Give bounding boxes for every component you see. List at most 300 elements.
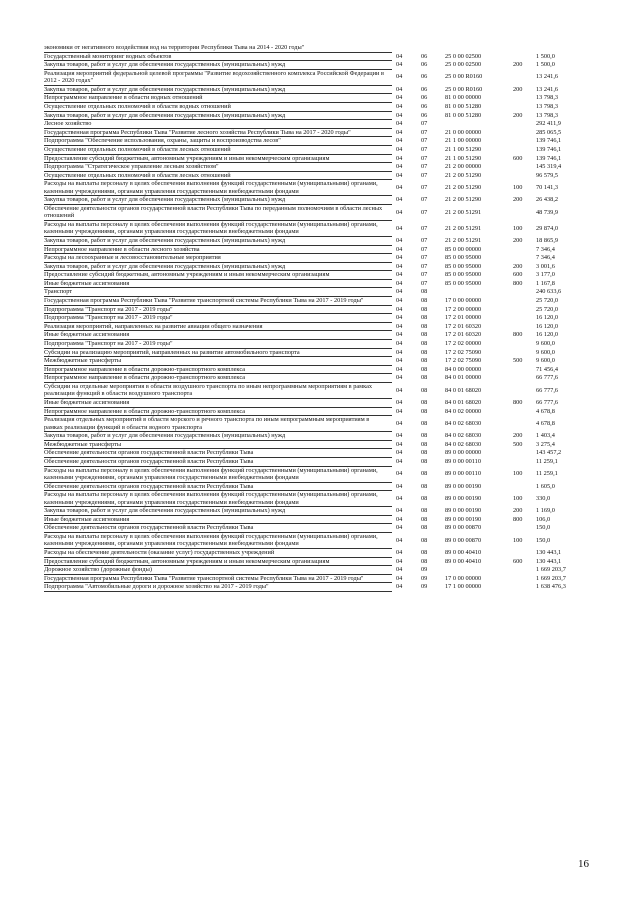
cell-amount — [536, 44, 594, 52]
table-row — [44, 348, 594, 357]
table-row — [44, 297, 594, 306]
cell-subsection-code: 08 — [421, 365, 428, 373]
cell-amount: 9 600,0 — [536, 348, 555, 356]
table-row — [44, 365, 594, 374]
cell-name: Иные бюджетные ассигнования — [44, 279, 392, 288]
cell-target-item-code: 25 0 00 R0160 — [445, 73, 483, 81]
cell-name: Расходы на лесоохранные и лесовосстановительные мероприятия — [44, 254, 392, 263]
cell-amount: 16 120,0 — [536, 322, 559, 330]
cell-section-code: 04 — [396, 348, 403, 356]
cell-target-item-code — [445, 44, 513, 52]
cell-subsection-code: 07 — [421, 137, 428, 145]
cell-expense-type-code — [513, 94, 536, 103]
cell-amount: 70 141,3 — [536, 184, 559, 192]
table-row — [44, 128, 594, 137]
cell-expense-type-code — [513, 583, 536, 592]
cell-name: Обеспечение деятельности органов государственной власти Республики Тыва — [44, 457, 392, 466]
cell-amount: 1 605,0 — [536, 482, 555, 490]
cell-section-code: 04 — [396, 457, 403, 465]
table-row — [44, 524, 594, 533]
cell-name: Закупка товаров, работ и услуг для обеспечения государственных (муниципальных) нужд — [44, 432, 392, 441]
cell-expense-type-code: 200 — [513, 236, 523, 244]
cell-section-code: 04 — [396, 184, 403, 192]
cell-section-code: 04 — [396, 314, 403, 322]
table-row — [44, 279, 594, 288]
page-number: 16 — [578, 858, 589, 870]
cell-section-code: 04 — [396, 288, 403, 296]
cell-amount: 16 120,0 — [536, 314, 559, 322]
cell-section-code: 04 — [396, 111, 403, 119]
cell-name: Обеспечение деятельности органов государственной власти Республики Тыва — [44, 482, 392, 491]
cell-amount: 9 600,0 — [536, 340, 555, 348]
cell-section-code: 04 — [396, 128, 403, 136]
cell-amount: 145 319,4 — [536, 163, 562, 171]
cell-amount: 66 777,6 — [536, 374, 559, 382]
cell-amount: 292 411,9 — [536, 120, 561, 128]
cell-target-item-code: 17 2 02 75090 — [445, 348, 482, 356]
table-row — [44, 111, 594, 120]
cell-expense-type-code — [513, 288, 536, 297]
cell-target-item-code: 21 0 00 00000 — [445, 128, 482, 136]
cell-subsection-code: 08 — [421, 440, 428, 448]
cell-amount: 1 500,0 — [536, 61, 555, 69]
table-row — [44, 145, 594, 154]
cell-subsection-code: 07 — [421, 262, 428, 270]
cell-section-code: 04 — [396, 419, 403, 427]
cell-amount: 26 438,2 — [536, 196, 559, 204]
cell-section-code: 04 — [396, 494, 403, 502]
cell-section-code: 04 — [396, 583, 403, 591]
cell-amount: 3 001,6 — [536, 262, 555, 270]
cell-amount: 13 241,6 — [536, 73, 559, 81]
cell-name: экономики от негативного воздействия вод на территории Республики Тыва на 2014 - 2020 годы" — [44, 44, 392, 52]
cell-subsection-code: 08 — [421, 386, 428, 394]
cell-subsection-code — [421, 44, 445, 52]
cell-target-item-code: 21 1 00 00000 — [445, 137, 482, 145]
table-row — [44, 102, 594, 111]
cell-name: Закупка товаров, работ и услуг для обеспечения государственных (муниципальных) нужд — [44, 111, 392, 120]
cell-amount: 139 746,1 — [536, 145, 562, 153]
cell-name: Реализация мероприятий, направленных на развитие авиации общего назначения — [44, 322, 392, 331]
cell-amount: 16 120,0 — [536, 331, 559, 339]
cell-amount: 4 678,8 — [536, 419, 555, 427]
cell-amount: 1 403,4 — [536, 432, 555, 440]
cell-name: Подпрограмма "Автомобильные дороги и дорожное хозяйство на 2017 - 2019 годы" — [44, 583, 392, 592]
cell-name: Закупка товаров, работ и услуг для обеспечения государственных (муниципальных) нужд — [44, 236, 392, 245]
cell-section-code: 04 — [396, 163, 403, 171]
cell-expense-type-code — [513, 128, 536, 137]
cell-expense-type-code — [513, 524, 536, 533]
cell-expense-type-code — [513, 52, 536, 61]
cell-subsection-code: 08 — [421, 407, 428, 415]
cell-amount: 139 746,1 — [536, 154, 562, 162]
cell-section-code: 04 — [396, 507, 403, 515]
cell-section-code: 04 — [396, 102, 403, 110]
cell-section-code — [392, 44, 421, 52]
cell-target-item-code: 84 0 02 68030 — [445, 419, 482, 427]
cell-expense-type-code: 100 — [513, 470, 523, 478]
cell-name: Осуществление отдельных полномочий в области водных отношений — [44, 102, 392, 111]
cell-expense-type-code: 600 — [513, 271, 523, 279]
cell-expense-type-code: 100 — [513, 184, 523, 192]
cell-amount: 1 638 476,3 — [536, 583, 566, 591]
cell-target-item-code: 89 0 00 00110 — [445, 457, 481, 465]
cell-name: Закупка товаров, работ и услуг для обеспечения государственных (муниципальных) нужд — [44, 507, 392, 516]
cell-subsection-code: 08 — [421, 494, 428, 502]
cell-name: Расходы на выплаты персоналу в целях обеспечения выполнения функций государственными (муниципальными) органами, казенными учреждениями, органами управления государственными внебюджетными фондами — [44, 532, 392, 548]
cell-amount: 18 865,9 — [536, 236, 559, 244]
cell-subsection-code: 07 — [421, 236, 428, 244]
cell-name: Государственная программа Республики Тыва "Развитие транспортной системы Республики Тыва на 2017 - 2019 годы" — [44, 574, 392, 583]
cell-name: Подпрограмма "Транспорт на 2017 - 2019 годы" — [44, 340, 392, 349]
cell-amount: 1 669 203,7 — [536, 566, 566, 574]
table-row — [44, 196, 594, 205]
cell-target-item-code: 84 0 02 68030 — [445, 432, 482, 440]
cell-amount: 150,0 — [536, 536, 551, 544]
cell-section-code: 04 — [396, 85, 403, 93]
cell-target-item-code: 84 0 01 00000 — [445, 374, 482, 382]
cell-amount: 330,0 — [536, 494, 551, 502]
cell-subsection-code: 06 — [421, 94, 428, 102]
cell-target-item-code: 17 2 02 75090 — [445, 357, 482, 365]
cell-name: Субсидии на отдельные мероприятия в области воздушного транспорта по иным непрограммным мероприятиям в рамках реализации функций в области воздушного транспорта — [44, 383, 392, 399]
table-row — [44, 204, 594, 220]
cell-subsection-code: 06 — [421, 111, 428, 119]
cell-subsection-code: 07 — [421, 163, 428, 171]
table-row — [44, 171, 594, 180]
cell-expense-type-code — [513, 574, 536, 583]
table-row — [44, 245, 594, 254]
table-row — [44, 180, 594, 196]
cell-name: Непрограммное направление в области дорожно-транспортного комплекса — [44, 374, 392, 383]
cell-section-code: 04 — [396, 374, 403, 382]
cell-subsection-code: 07 — [421, 208, 428, 216]
cell-subsection-code: 08 — [421, 548, 428, 556]
cell-expense-type-code: 600 — [513, 557, 523, 565]
table-row — [44, 271, 594, 280]
cell-expense-type-code — [513, 245, 536, 254]
table-row — [44, 163, 594, 172]
cell-name: Реализация отдельных мероприятий в области морского и речного транспорта по иным непрограммным мероприятиям в рамках реализации функций в области водного транспорта — [44, 416, 392, 432]
cell-name: Расходы на выплаты персоналу в целях обеспечения выполнения функций государственными (муниципальными) органами, казенными учреждениями, органами управления государственными внебюджетными фондами — [44, 180, 392, 196]
cell-amount: 25 720,0 — [536, 297, 559, 305]
cell-target-item-code: 89 0 00 00190 — [445, 494, 482, 502]
cell-target-item-code: 89 0 00 00000 — [445, 449, 482, 457]
table-row — [44, 331, 594, 340]
cell-target-item-code: 17 0 00 00000 — [445, 297, 482, 305]
table-row — [44, 305, 594, 314]
cell-target-item-code — [445, 120, 513, 129]
cell-amount: 3 177,0 — [536, 271, 555, 279]
cell-target-item-code: 81 0 00 51280 — [445, 102, 482, 110]
cell-target-item-code: 25 0 00 R0160 — [445, 85, 483, 93]
cell-subsection-code: 08 — [421, 524, 428, 532]
cell-target-item-code: 21 2 00 51291 — [445, 208, 482, 216]
cell-expense-type-code: 500 — [513, 440, 523, 448]
cell-amount: 29 874,0 — [536, 224, 559, 232]
cell-name: Осуществление отдельных полномочий в области лесных отношений — [44, 145, 392, 154]
table-row — [44, 399, 594, 408]
cell-section-code: 04 — [396, 208, 403, 216]
cell-expense-type-code — [513, 340, 536, 349]
cell-expense-type-code — [513, 204, 536, 220]
budget-table-container — [44, 44, 594, 592]
cell-name: Субсидии на реализацию мероприятий, направленных на развитие автомобильного транспорта — [44, 348, 392, 357]
cell-name: Расходы на выплаты персоналу в целях обеспечения выполнения функций государственными (муниципальными) органами, казенными учреждениями, органами управления государственными внебюджетными фондами — [44, 466, 392, 482]
cell-subsection-code: 08 — [421, 432, 428, 440]
cell-expense-type-code: 600 — [513, 154, 523, 162]
cell-expense-type-code — [513, 69, 536, 85]
table-row — [44, 69, 594, 85]
table-row — [44, 154, 594, 163]
cell-subsection-code: 07 — [421, 254, 428, 262]
cell-target-item-code: 84 0 02 68030 — [445, 440, 482, 448]
cell-subsection-code: 08 — [421, 449, 428, 457]
cell-target-item-code: 25 0 00 02500 — [445, 52, 482, 60]
cell-section-code: 04 — [396, 340, 403, 348]
cell-target-item-code: 81 0 00 51280 — [445, 111, 482, 119]
cell-subsection-code: 09 — [421, 574, 428, 582]
cell-target-item-code: 21 2 00 51291 — [445, 236, 482, 244]
cell-section-code: 04 — [396, 524, 403, 532]
cell-subsection-code: 08 — [421, 374, 428, 382]
cell-name: Предоставление субсидий бюджетным, автономным учреждениям и иным некоммерческим организациям — [44, 557, 392, 566]
cell-name: Реализация мероприятий федеральной целевой программы "Развитие водохозяйственного комплекса Российской Федерации в 2012 - 2020 годах" — [44, 69, 392, 85]
cell-expense-type-code — [513, 548, 536, 557]
cell-expense-type-code: 100 — [513, 494, 523, 502]
cell-amount: 13 798,3 — [536, 111, 559, 119]
cell-expense-type-code — [513, 407, 536, 416]
cell-name: Государственная программа Республики Тыва "Развитие лесного хозяйства Республики Тыва на 2017 - 2020 годы" — [44, 128, 392, 137]
cell-expense-type-code — [513, 171, 536, 180]
cell-name: Государственный мониторинг водных объектов — [44, 52, 392, 61]
cell-subsection-code: 07 — [421, 154, 428, 162]
table-row — [44, 482, 594, 491]
cell-expense-type-code — [513, 348, 536, 357]
cell-name: Подпрограмма "Стратегическое управление лесным хозяйством" — [44, 163, 392, 172]
cell-expense-type-code — [513, 449, 536, 458]
cell-expense-type-code: 500 — [513, 357, 523, 365]
table-row — [44, 85, 594, 94]
cell-target-item-code: 25 0 00 02500 — [445, 61, 482, 69]
cell-subsection-code: 09 — [421, 583, 428, 591]
cell-expense-type-code — [513, 120, 536, 129]
cell-section-code: 04 — [396, 365, 403, 373]
cell-target-item-code: 85 0 00 95000 — [445, 279, 482, 287]
cell-section-code: 04 — [396, 236, 403, 244]
cell-expense-type-code — [513, 482, 536, 491]
cell-subsection-code: 08 — [421, 470, 428, 478]
cell-subsection-code: 09 — [421, 566, 428, 574]
cell-section-code: 04 — [396, 224, 403, 232]
cell-amount: 240 633,6 — [536, 288, 562, 296]
cell-amount: 130 443,1 — [536, 557, 562, 565]
cell-subsection-code: 08 — [421, 288, 428, 296]
table-row — [44, 374, 594, 383]
cell-target-item-code: 85 0 00 00000 — [445, 245, 482, 253]
cell-subsection-code: 08 — [421, 322, 428, 330]
cell-target-item-code: 85 0 00 95000 — [445, 262, 482, 270]
table-row — [44, 507, 594, 516]
cell-amount: 1 169,0 — [536, 507, 555, 515]
cell-expense-type-code — [513, 145, 536, 154]
cell-section-code: 04 — [396, 449, 403, 457]
budget-rows — [44, 44, 594, 591]
cell-section-code: 04 — [396, 171, 403, 179]
cell-section-code: 04 — [396, 432, 403, 440]
cell-section-code: 04 — [396, 245, 403, 253]
cell-expense-type-code — [513, 297, 536, 306]
table-row — [44, 94, 594, 103]
cell-amount: 1 167,8 — [536, 279, 555, 287]
cell-target-item-code — [445, 566, 513, 575]
cell-expense-type-code: 200 — [513, 85, 523, 93]
cell-amount: 66 777,6 — [536, 386, 559, 394]
cell-target-item-code: 21 2 00 00000 — [445, 163, 482, 171]
cell-expense-type-code: 200 — [513, 61, 523, 69]
table-row — [44, 383, 594, 399]
cell-subsection-code: 08 — [421, 340, 428, 348]
cell-section-code: 04 — [396, 407, 403, 415]
cell-amount: 4 678,8 — [536, 407, 555, 415]
cell-subsection-code: 07 — [421, 128, 428, 136]
cell-amount: 106,0 — [536, 515, 551, 523]
cell-section-code: 04 — [396, 322, 403, 330]
cell-expense-type-code — [513, 457, 536, 466]
cell-name: Закупка товаров, работ и услуг для обеспечения государственных (муниципальных) нужд — [44, 196, 392, 205]
cell-target-item-code: 84 0 00 00000 — [445, 365, 482, 373]
cell-target-item-code: 17 1 00 00000 — [445, 583, 482, 591]
cell-amount: 96 579,5 — [536, 171, 559, 179]
table-row — [44, 322, 594, 331]
cell-name: Обеспечение деятельности органов государственной власти Республики Тыва — [44, 449, 392, 458]
cell-expense-type-code: 800 — [513, 279, 523, 287]
cell-name: Иные бюджетные ассигнования — [44, 399, 392, 408]
cell-name: Расходы на выплаты персоналу в целях обеспечения выполнения функций государственными (муниципальными) органами, казенными учреждениями, органами управления государственными внебюджетными фондами — [44, 220, 392, 236]
cell-amount: 3 275,4 — [536, 440, 555, 448]
cell-section-code: 04 — [396, 399, 403, 406]
cell-section-code: 04 — [396, 357, 403, 365]
table-row — [44, 120, 594, 129]
cell-expense-type-code: 800 — [513, 399, 523, 406]
cell-amount: 150,0 — [536, 524, 551, 532]
cell-name: Обеспечение деятельности органов государственной власти Республики Тыва — [44, 524, 392, 533]
cell-section-code: 04 — [396, 94, 403, 102]
budget-table — [44, 44, 594, 592]
cell-subsection-code: 08 — [421, 515, 428, 523]
cell-target-item-code: 89 0 00 00870 — [445, 524, 482, 532]
cell-expense-type-code: 800 — [513, 331, 523, 339]
table-row — [44, 220, 594, 236]
cell-subsection-code: 07 — [421, 279, 428, 287]
cell-subsection-code: 06 — [421, 52, 428, 60]
cell-section-code: 04 — [396, 61, 403, 69]
cell-target-item-code: 89 0 00 00190 — [445, 515, 482, 523]
table-row — [44, 548, 594, 557]
cell-subsection-code: 06 — [421, 85, 428, 93]
cell-expense-type-code: 200 — [513, 111, 523, 119]
cell-section-code: 04 — [396, 574, 403, 582]
cell-target-item-code: 84 0 02 00000 — [445, 407, 482, 415]
cell-expense-type-code — [513, 566, 536, 575]
table-row — [44, 566, 594, 575]
cell-section-code: 04 — [396, 515, 403, 523]
cell-subsection-code: 07 — [421, 184, 428, 192]
table-row — [44, 466, 594, 482]
cell-subsection-code: 08 — [421, 419, 428, 427]
cell-section-code: 04 — [396, 137, 403, 145]
table-row — [44, 44, 594, 52]
cell-section-code: 04 — [396, 386, 403, 394]
cell-expense-type-code — [513, 383, 536, 399]
cell-section-code: 04 — [396, 154, 403, 162]
cell-amount: 1 669 203,7 — [536, 574, 566, 582]
cell-target-item-code: 89 0 00 40410 — [445, 557, 482, 565]
cell-amount: 11 259,1 — [536, 470, 558, 478]
cell-target-item-code: 85 0 00 95000 — [445, 271, 482, 279]
cell-section-code: 04 — [396, 566, 403, 574]
table-row — [44, 440, 594, 449]
cell-subsection-code: 08 — [421, 482, 428, 490]
cell-expense-type-code — [513, 322, 536, 331]
cell-name: Расходы на выплаты персоналу в целях обеспечения выполнения функций государственными (муниципальными) органами, казенными учреждениями, органами управления государственными внебюджетными фондами — [44, 491, 392, 507]
table-row — [44, 314, 594, 323]
table-row — [44, 236, 594, 245]
cell-name: Дорожное хозяйство (дорожные фонды) — [44, 566, 392, 575]
cell-section-code: 04 — [396, 305, 403, 313]
cell-target-item-code: 17 2 01 60320 — [445, 331, 482, 339]
cell-name: Межбюджетные трансферты — [44, 440, 392, 449]
cell-section-code: 04 — [396, 548, 403, 556]
cell-target-item-code: 84 0 01 68020 — [445, 399, 482, 406]
cell-section-code: 04 — [396, 557, 403, 565]
cell-amount: 7 346,4 — [536, 245, 555, 253]
cell-expense-type-code: 200 — [513, 432, 523, 440]
cell-subsection-code: 08 — [421, 536, 428, 544]
cell-amount: 66 777,6 — [536, 399, 559, 406]
cell-expense-type-code — [513, 305, 536, 314]
cell-name: Непрограммное направление в области лесного хозяйства — [44, 245, 392, 254]
table-row — [44, 449, 594, 458]
cell-name: Предоставление субсидий бюджетным, автономным учреждениям и иным некоммерческим организациям — [44, 271, 392, 280]
cell-section-code: 04 — [396, 262, 403, 270]
cell-name: Обеспечение деятельности органов государственной власти Республики Тыва по переданным полномочиям в области лесных отношений — [44, 204, 392, 220]
cell-target-item-code: 21 1 00 51290 — [445, 154, 482, 162]
cell-name: Непрограммное направление в области водных отношений — [44, 94, 392, 103]
cell-expense-type-code: 200 — [513, 196, 523, 204]
cell-expense-type-code — [513, 314, 536, 323]
cell-subsection-code: 08 — [421, 557, 428, 565]
cell-subsection-code: 07 — [421, 196, 428, 204]
cell-expense-type-code — [513, 365, 536, 374]
table-row — [44, 254, 594, 263]
cell-subsection-code: 07 — [421, 171, 428, 179]
cell-name: Подпрограмма "Транспорт на 2017 - 2019 годы" — [44, 305, 392, 314]
cell-section-code: 04 — [396, 297, 403, 305]
cell-target-item-code: 17 2 01 00000 — [445, 314, 482, 322]
cell-name: Иные бюджетные ассигнования — [44, 331, 392, 340]
table-row — [44, 357, 594, 366]
cell-expense-type-code — [513, 416, 536, 432]
cell-subsection-code: 08 — [421, 348, 428, 356]
table-row — [44, 432, 594, 441]
cell-amount: 285 065,5 — [536, 128, 562, 136]
cell-amount: 139 746,1 — [536, 137, 562, 145]
table-row — [44, 262, 594, 271]
cell-expense-type-code — [513, 254, 536, 263]
cell-expense-type-code — [513, 137, 536, 146]
cell-amount: 13 241,6 — [536, 85, 559, 93]
